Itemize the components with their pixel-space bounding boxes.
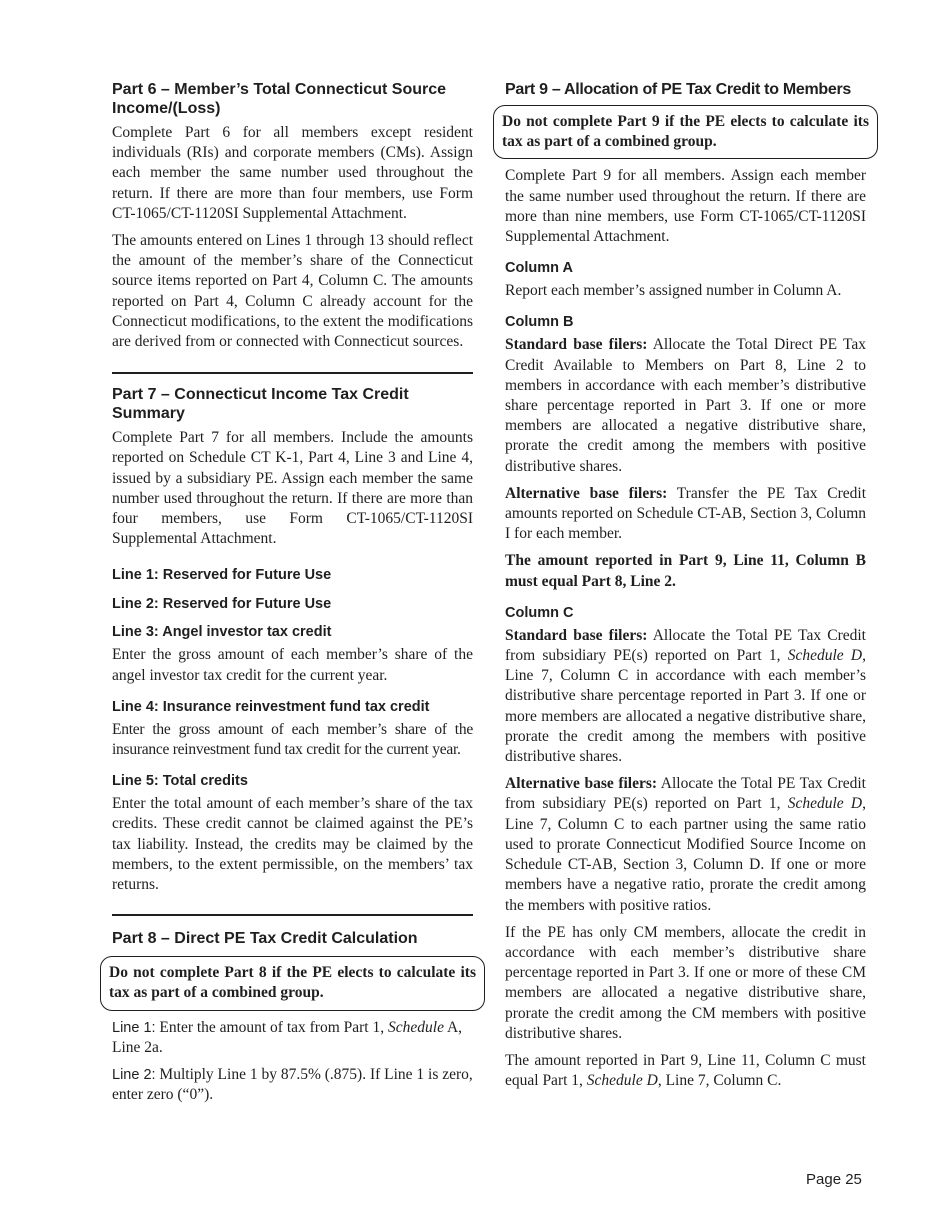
column-c-standard: Standard base filers: Allocate the Total PE Tax Credit from subsidiary PE(s) reported on Part 1, Schedule D, Line 7, Column C in accordance with each member’s distributive share percentage reported in Part 3. If one or more members are allocated a negative distributive share, prorate the credit among the members with positive distributive shares. [505,626,866,766]
part8-line1: Line 1: Enter the amount of tax from Part 1, Schedule A, Line 2a. [112,1018,463,1056]
column-c-cm-members: If the PE has only CM members, allocate the credit in accordance with each member’s distributive share percentage reported in Part 3. If one or more of these CM members are allocated a negative distributive share, prorate the credit among the CM members with positive distributive shares. [505,923,866,1042]
part6-paragraph-1: Complete Part 6 for all members except resident individuals (RIs) and corporate members (CMs). Assign each member the same number used throughout the return. If there are more than four members, use Form CT-1065/CT-1120SI Supplemental Attachment. [112,124,473,222]
part7-line4-text: Enter the gross amount of each member’s share of the insurance reinvestment fund tax credit for the current year. [112,720,473,759]
part7-line5-heading: Line 5: Total credits [112,773,248,790]
part8-line2-label: Line 2: [112,1067,156,1084]
part7-paragraph-1: Complete Part 7 for all members. Include the amounts reported on Schedule CT K-1, Part 4, Line 3 and Line 4, issued by a subsidiary PE. Assign each member the same number used throughout the return. If there are more than four members, use Form CT-1065/CT-1120SI Supplemental Attachment. [112,429,473,548]
part8-line1-label: Line 1: [112,1019,156,1036]
part8-line2: Line 2: Multiply Line 1 by 87.5% (.875). If Line 1 is zero, enter zero (“0”). [112,1066,473,1104]
part9-notice: Do not complete Part 9 if the PE elects to calculate its tax as part of a combined group. [502,113,869,151]
part7-line1-heading: Line 1: Reserved for Future Use [112,567,332,584]
part9-paragraph-1: Complete Part 9 for all members. Assign each member the same number used throughout the return. If there are more than nine members, use Form CT-1065/CT-1120SI Supplemental Attachment. [505,167,866,246]
left-column [109,80,476,1106]
column-a-heading: Column A [505,260,573,277]
part8-heading: Part 8 – Direct PE Tax Credit Calculation [112,930,418,948]
part8-notice: Do not complete Part 8 if the PE elects to calculate its tax as part of a combined group. [109,964,476,1002]
page-number: Page 25 [806,1171,862,1188]
column-c-alternative: Alternative base filers: Allocate the Total PE Tax Credit from subsidiary PE(s) reported on Part 1, Schedule D, Line 7, Column C to each partner using the same ratio used to prorate Connecticut Modified Source Income on Schedule CT-AB, Section 3, Column D. If one or more members have a negative ratio, prorate the credit among the members with positive ratios. [505,775,866,914]
column-b-heading: Column B [505,314,574,331]
column-c-heading: Column C [505,604,574,621]
column-a-text: Report each member’s assigned number in Column A. [505,282,842,300]
part9-heading: Part 9 – Allocation of PE Tax Credit to Members [505,81,851,98]
part7-line2-heading: Line 2: Reserved for Future Use [112,596,332,613]
right-column [502,80,869,1091]
section-divider [112,914,473,916]
part7-line3-text: Enter the gross amount of each member’s share of the angel investor tax credit for the current year. [112,646,473,684]
column-c-requirement: The amount reported in Part 9, Line 11, Column C must equal Part 1, Schedule D, Line 7, Column C. [505,1051,866,1090]
section-divider [112,372,473,374]
column-b-alternative: Alternative base filers: Transfer the PE Tax Credit amounts reported on Schedule CT-AB, Section 3, Column I for each member. [505,484,866,543]
part8-notice-box [100,956,485,1010]
part7-line3-heading: Line 3: Angel investor tax credit [112,624,332,641]
column-b-requirement: The amount reported in Part 9, Line 11, Column B must equal Part 8, Line 2. [505,552,866,590]
part6-heading: Part 6 – Member’s Total Connecticut Source Income/(Loss) [112,81,447,117]
part7-line4-heading: Line 4: Insurance reinvestment fund tax credit [112,698,430,715]
part7-heading: Part 7 – Connecticut Income Tax Credit Summary [112,386,409,423]
part6-paragraph-2: The amounts entered on Lines 1 through 13 should reflect the amount of the member’s share of the Connecticut source items reported on Part 4, Column C. The amounts reported on Part 4, Column C already account for the Connecticut modifications, to the extent the modifications are derived from or connected with Connecticut sources. [112,232,473,351]
part9-notice-box [493,105,878,159]
part7-line5-text: Enter the total amount of each member’s share of the tax credits. These credit cannot be claimed against the PE’s tax liability. Instead, the credits may be claimed by the members, to the extent permissible, on the members’ tax returns. [112,795,473,894]
column-b-standard: Standard base filers: Allocate the Total Direct PE Tax Credit Available to Members on Part 8, Line 2 to members in accordance with each member’s distributive share percentage reported in Part 3. If one or more members are allocated a negative distributive share, prorate the credit among the members with positive distributive shares. [505,336,866,475]
